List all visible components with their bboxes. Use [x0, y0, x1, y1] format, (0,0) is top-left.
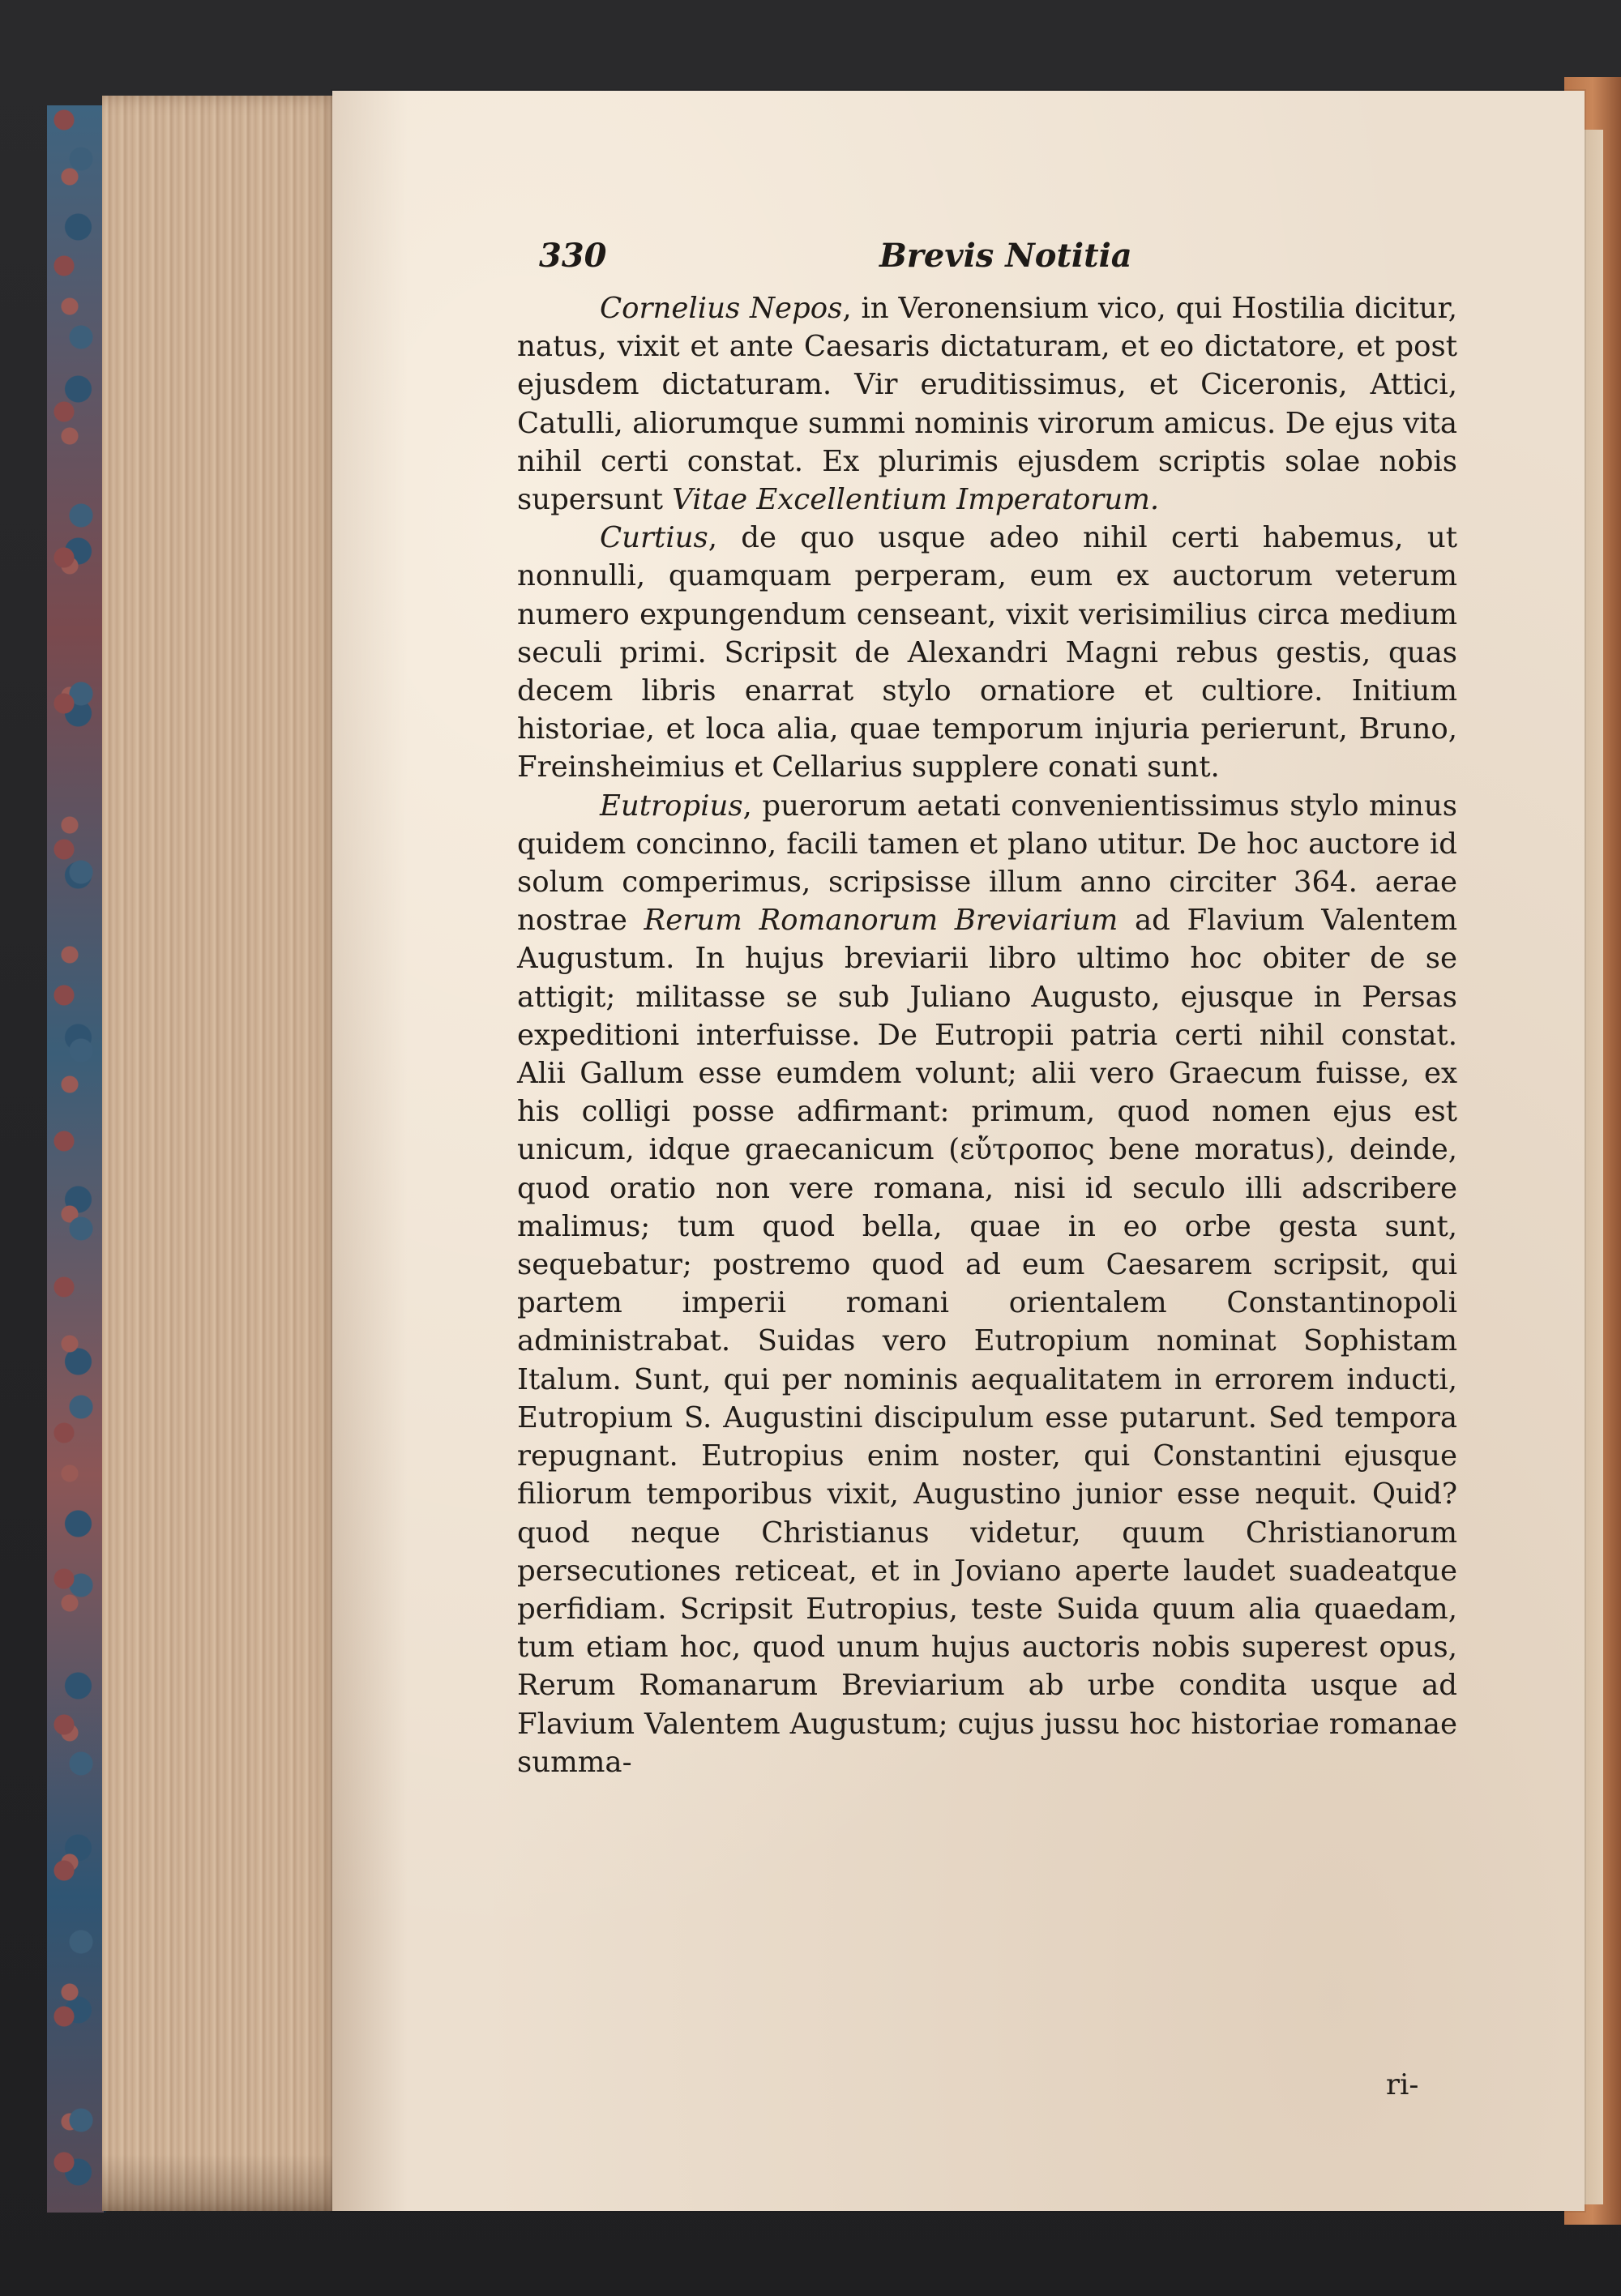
- paragraph-nepos: [517, 289, 1457, 519]
- paragraph-tail: ad Flavium Valentem Augustum. In hujus breviarii libro ultimo hoc obiter de se attigit; militasse se sub Juliano Augusto, ejusque in Persas expeditioni interfuisse. De Eutropii patria certi nihil constat. Alii Gallum esse eumdem volunt; alii vero Graecum fuisse, ex his colligi posse adfirmant: primum, quod nomen ejus est unicum, idque graecanicum (εὔτροπος bene moratus), deinde, quod oratio non vere romana, nisi id seculo illi adscribere malimus; tum quod bella, quae in eo orbe gesta sunt, sequebatur; postremo quod ad eum Caesarem scripsit, qui partem imperii romani orientalem Constantinopoli administrabat. Suidas vero Eutropium nominat Sophistam Italum. Sunt, qui per nominis aequalitatem in errorem inducti, Eutropium S. Augustini discipulum esse putarunt. Sed tempora repugnant. Eutropius enim noster, qui Constantini ejusque filiorum temporibus vixit, Augustino junior esse nequit. Quid? quod neque Christianus videtur, quum Christianorum persecutiones reticeat, et in Joviano aperte laudet suadeatque perfidiam. Scripsit Eutropius, teste Suida quum alia quaedam, tum etiam hoc, quod unum hujus auctoris nobis superest opus, Rerum Romanarum Breviarium ab urbe condita usque ad Flavium Valentem Augustum; cujus jussu hoc historiae romanae summa-: [517, 904, 1457, 1779]
- paragraph-body: , puerorum aetati convenientissimus stylo minus quidem concinno, facili tamen et plano utitur. De hoc auctore id solum comperimus, scripsisse illum anno circiter 364. aerae nostrae: [517, 789, 1457, 938]
- paragraph-eutropius: [517, 787, 1457, 1781]
- page-number: 330: [539, 237, 607, 275]
- page-edges: [102, 96, 345, 2211]
- body-text: [517, 289, 1457, 1781]
- marbled-cover: [47, 105, 106, 2213]
- running-title: Brevis Notitia: [879, 237, 1132, 275]
- paragraph-curtius: [517, 519, 1457, 786]
- book-page: [332, 91, 1585, 2211]
- paragraph-body: , in Veronensium vico, qui Hostilia dicitur, natus, vixit et ante Caesaris dictaturam, et eo dictatore, et post ejusdem dictaturam. Vir eruditissimus, et Ciceronis, Attici, Catulli, aliorumque summi nominis virorum amicus. De ejus vita nihil certi constat. Ex plurimis ejusdem scriptis solae nobis supersunt: [517, 292, 1457, 517]
- paragraph-body: , de quo usque adeo nihil certi habemus, ut nonnulli, quamquam perperam, eum ex auctorum veterum numero expungendum censeant, vixit verisimilius circa medium seculi primi. Scripsit de Alexandri Magni rebus gestis, quas decem libris enarrat stylo ornatiore et cultiore. Initium historiae, et loca alia, quae temporum injuria perierunt, Bruno, Freinsheimius et Cellarius supplere conati sunt.: [517, 521, 1457, 785]
- paragraph-head: Eutropius: [600, 789, 743, 823]
- paragraph-head: Curtius: [600, 521, 708, 555]
- paragraph-head: Cornelius Nepos: [600, 292, 843, 325]
- catchword: ri-: [1386, 2068, 1419, 2101]
- paragraph-italic: Rerum Romanorum Breviarium: [644, 904, 1118, 938]
- page-header: [539, 237, 1163, 285]
- paragraph-italic: Vitae Excellentium Imperatorum.: [672, 483, 1160, 517]
